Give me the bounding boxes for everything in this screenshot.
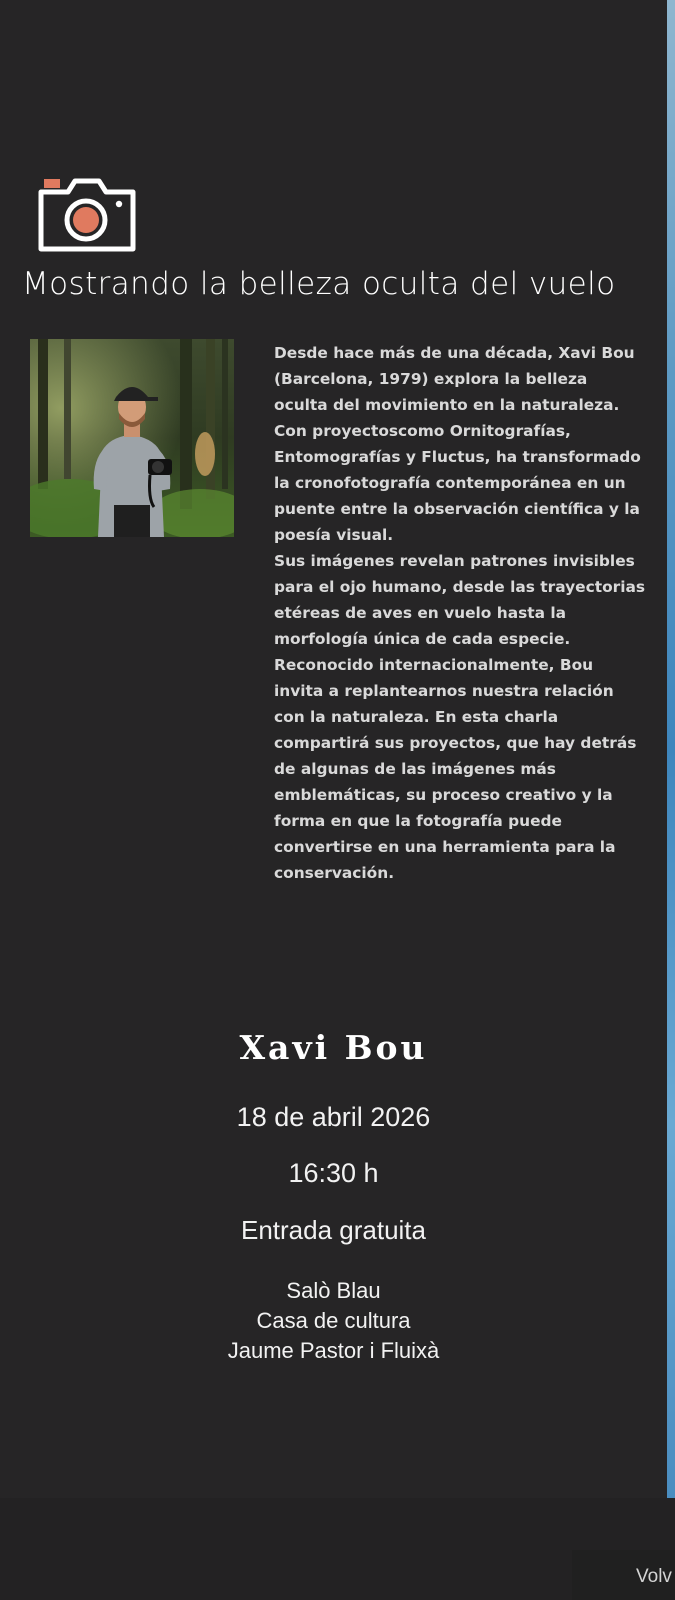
- right-edge-image: [667, 0, 675, 1498]
- event-entry: Entrada gratuita: [240, 1215, 426, 1245]
- bio-paragraph: Sus imágenes revelan patrones invisibles para el ojo humano, desde las trayectorias etéreas de aves en vuelo hasta la morfología única de cada especie.: [274, 552, 646, 648]
- event-date: 18 de abril 2026: [236, 1102, 431, 1132]
- speaker-bio: [274, 340, 646, 886]
- back-link[interactable]: Volv: [636, 1566, 672, 1587]
- venue-line: Casa de cultura: [256, 1308, 411, 1333]
- speaker-name: Xavi Bou: [239, 1028, 428, 1067]
- event-venue: [0, 1276, 667, 1366]
- event-time: 16:30 h: [288, 1158, 379, 1188]
- footer: [0, 1498, 675, 1600]
- camera-icon: [38, 176, 136, 252]
- bio-paragraph: Desde hace más de una década, Xavi Bou (Barcelona, 1979) explora la belleza oculta del movimiento en la naturaleza. Con proyectoscomo Ornitografías, Entomografías y Fluctus, ha transformado la cronofotografía contemporánea en un puente entre la observación científica y la poesía visual.: [274, 344, 641, 544]
- page-title: Mostrando la belleza oculta del vuelo: [22, 266, 616, 302]
- back-button[interactable]: [572, 1550, 675, 1600]
- speaker-photo: [30, 339, 234, 537]
- venue-line: Salò Blau: [286, 1278, 381, 1303]
- bio-paragraph: Reconocido internacionalmente, Bou invita a replantearnos nuestra relación con la naturaleza. En esta charla compartirá sus proyectos, que hay detrás de algunas de las imágenes más emblemáticas, su proceso creativo y la forma en que la fotografía puede convertirse en una herramienta para la conservación.: [274, 656, 637, 882]
- venue-line: Jaume Pastor i Fluixà: [227, 1338, 440, 1363]
